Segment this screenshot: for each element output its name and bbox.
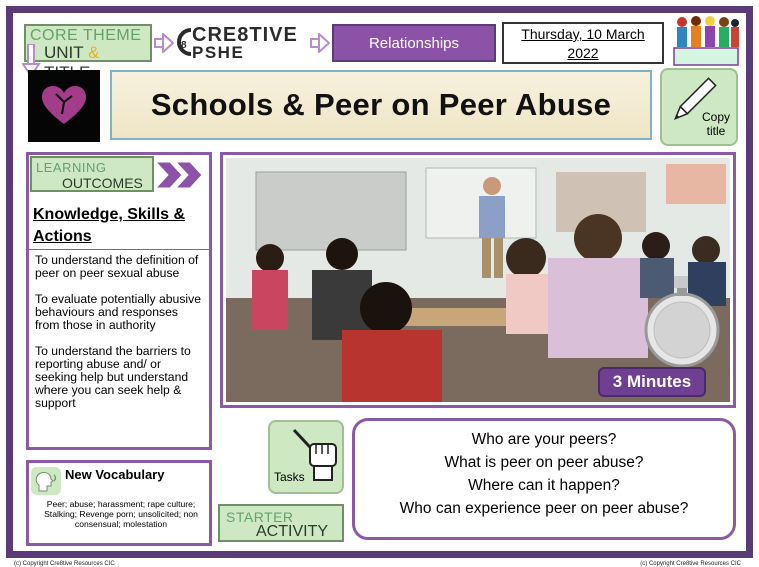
date-line2: 2022 (567, 45, 599, 61)
outcome-item: To understand the barriers to reporting abuse and/ or seeking help but understand where you can seek help & support (35, 344, 191, 410)
classroom-image (226, 158, 730, 402)
amp-symbol: & (88, 43, 100, 62)
new-vocabulary-panel (26, 460, 212, 546)
tasks-label: Tasks (274, 470, 305, 484)
unit-word: UNIT (44, 43, 84, 62)
learning-outcomes-label (30, 156, 154, 192)
outcomes-text: OUTCOMES (62, 175, 143, 191)
core-theme-label (24, 24, 152, 62)
ksa-line1: Knowledge, Skills & (33, 206, 186, 223)
date-line1: Thursday, 10 March (521, 26, 645, 42)
logo-line1: CRE8TIVE (192, 24, 298, 46)
question-item: Where can it happen? (468, 477, 620, 494)
question-item: Who can experience peer on peer abuse? (399, 500, 689, 517)
core-theme-text: CORE THEME (30, 27, 142, 44)
copy-title-box (660, 68, 738, 146)
title-word-2: title (706, 124, 726, 138)
vocabulary-terms: Peer; abuse; harassment; rape culture; Stalking; Revenge porn; unsolicited; non consensual; molestation (44, 499, 198, 529)
logo-line2: PSHE (192, 43, 245, 62)
cre8tive-logo-icon (174, 24, 194, 60)
chevrons-icon (156, 162, 208, 188)
learning-outcomes-list (26, 250, 212, 450)
heart-puzzle-icon (42, 86, 86, 126)
classroom-photo (226, 158, 730, 402)
outcome-item: To evaluate potentially abusive behaviours and responses from those in authority (35, 292, 201, 332)
copyright-right: (c) Copyright Cre8tive Resources CIC (640, 561, 741, 567)
question-item: Who are your peers? (471, 431, 617, 448)
topic-label: Relationships (332, 24, 496, 62)
svg-text:8: 8 (181, 40, 187, 51)
learning-text: LEARNING (36, 160, 107, 175)
cre8tive-pshe-logo (192, 26, 298, 62)
lesson-title: Schools & Peer on Peer Abuse (110, 70, 652, 140)
speaking-head-glyph (31, 467, 61, 495)
starter-questions (352, 418, 736, 540)
date-box (502, 22, 664, 64)
ksa-heading (33, 204, 208, 248)
vocabulary-heading: New Vocabulary (65, 467, 165, 482)
ksa-line2: Actions (33, 228, 92, 245)
copyright-left: (c) Copyright Cre8tive Resources CIC (14, 561, 115, 567)
arrow-right-icon (154, 33, 174, 53)
copy-word: Copy (701, 110, 730, 124)
question-item: What is peer on peer abuse? (444, 454, 644, 471)
curriculum-logo-icon (672, 14, 740, 66)
timer-badge: 3 Minutes (598, 367, 706, 397)
heart-puzzle-box (28, 70, 100, 142)
starter-text: STARTER (226, 509, 294, 525)
copy-title-label (702, 110, 730, 138)
outcome-item: To understand the definition of peer on peer sexual abuse (35, 253, 199, 280)
tasks-box (268, 420, 344, 494)
arrow-right-icon-2 (310, 33, 330, 53)
starter-activity-label (218, 504, 344, 542)
speaking-head-icon (31, 467, 61, 495)
activity-text: ACTIVITY (256, 523, 329, 540)
